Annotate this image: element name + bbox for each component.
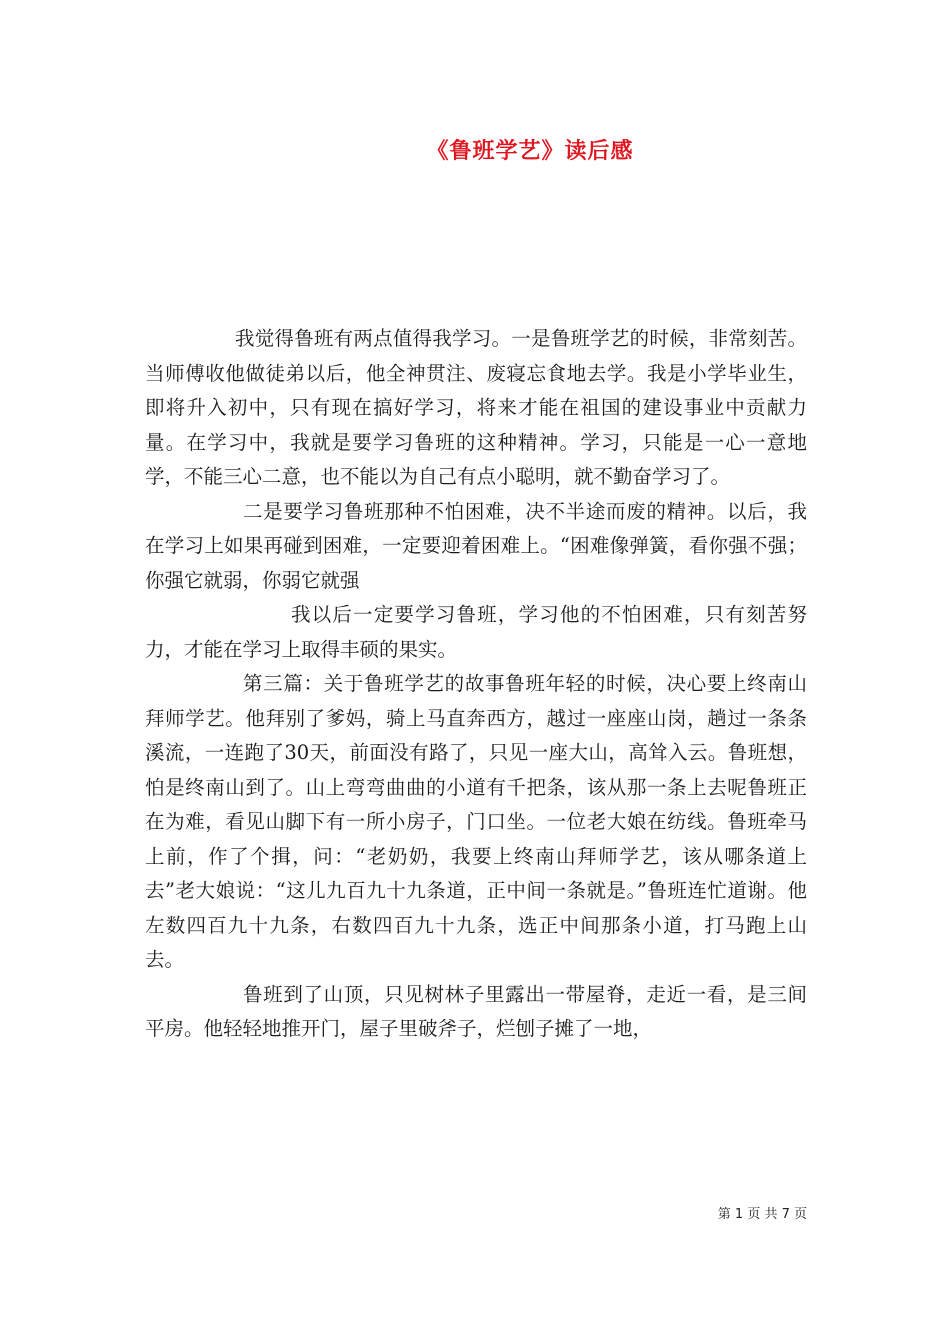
document-title: 《鲁班学艺》读后感	[426, 138, 634, 164]
paragraph-4: 第三篇：关于鲁班学艺的故事鲁班年轻的时候，决心要上终南山拜师学艺。他拜别了爹妈，骑上马直奔西方，越过一座座山岗，趟过一条条溪流，一连跑了30天，前面没有路了，只见一座大山，高耸入云。鲁班想，怕是终南山到了。山上弯弯曲曲的小道有千把条，该从那一条上去呢鲁班正在为难，看见山脚下有一所小房子，门口坐。一位老大娘在纺线。鲁班牵马上前，作了个揖，问：“老奶奶，我要上终南山拜师学艺，该从哪条道上去”老大娘说：“这儿九百九十九条道，正中间一条就是。”鲁班连忙道谢。他左数四百九十九条，右数四百九十九条，选正中间那条小道，打马跑上山去。	[145, 672, 807, 971]
paragraph-3: 我以后一定要学习鲁班，学习他的不怕困难，只有刻苦努力，才能在学习上取得丰硕的果实。	[145, 603, 807, 661]
paragraph-5: 鲁班到了山顶，只见树林子里露出一带屋脊，走近一看，是三间平房。他轻轻地推开门，屋子里破斧子，烂刨子摊了一地，	[145, 982, 807, 1040]
paragraph-2: 二是要学习鲁班那种不怕困难，决不半途而废的精神。以后，我在学习上如果再碰到困难，一定要迎着困难上。“困难像弹簧，看你强不强；你强它就弱，你弱它就强	[145, 499, 807, 592]
paragraph-1: 我觉得鲁班有两点值得我学习。一是鲁班学艺的时候，非常刻苦。当师傅收他做徒弟以后，他全神贯注、废寝忘食地去学。我是小学毕业生，即将升入初中，只有现在搞好学习，将来才能在祖国的建设事业中贡献力量。在学习中，我就是要学习鲁班的这种精神。学习，只能是一心一意地学，不能三心二意，也不能以为自己有点小聪明，就不勤奋学习了。	[145, 327, 807, 488]
page-number-footer: 第 1 页 共 7 页	[717, 1207, 807, 1222]
document-body	[145, 322, 807, 1047]
